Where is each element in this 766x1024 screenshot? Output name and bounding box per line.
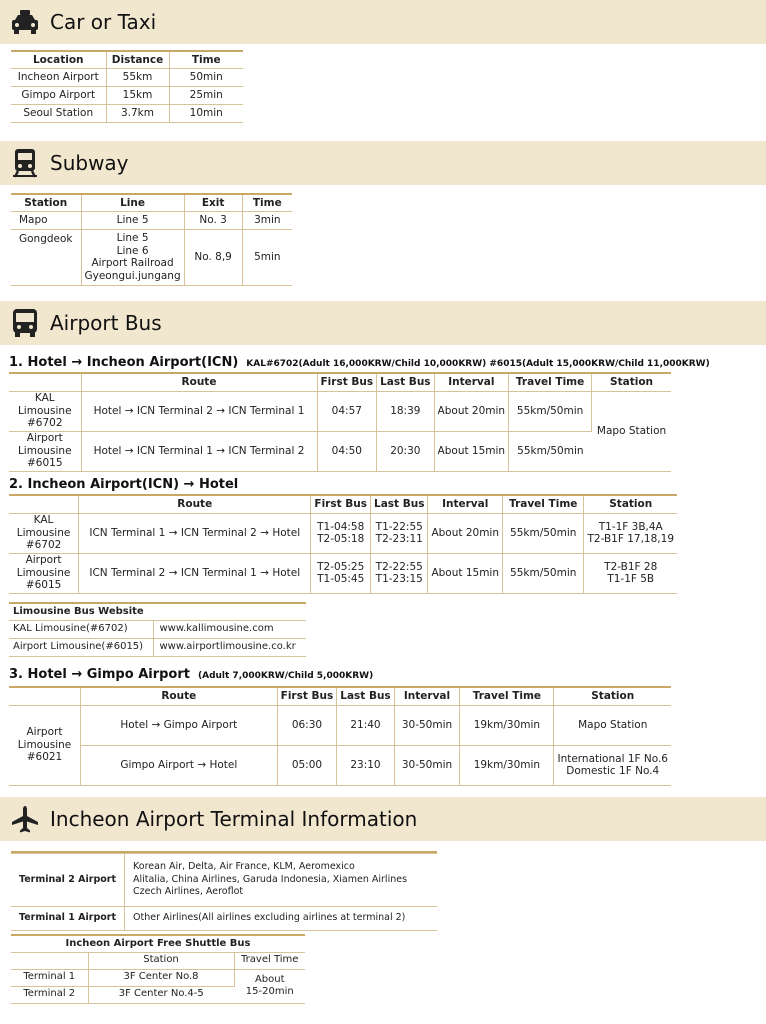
bus-last: 18:39 — [377, 391, 434, 431]
bus-sub3-title — [9, 667, 373, 682]
shuttle-station: 3F Center No.4-5 — [88, 986, 234, 1003]
bus-name: KAL Limousine #6702 — [9, 391, 81, 431]
website-link[interactable]: www.kallimousine.com — [153, 620, 306, 638]
bus-s2-table — [9, 494, 677, 594]
subway-line: Line 5 — [116, 232, 149, 244]
bus-interval: About 20min — [434, 391, 509, 431]
table-row — [9, 638, 306, 656]
subway-header-line: Line — [81, 194, 184, 211]
bus-first: T2-05:25 T1-05:45 — [311, 553, 371, 593]
subway-time: 5min — [242, 229, 292, 285]
website-title: Limousine Bus Website — [9, 603, 306, 620]
shuttle-station: 3F Center No.8 — [88, 969, 234, 986]
bus-header-interval: Interval — [428, 495, 503, 513]
bus-travel: 55km/50min — [503, 513, 584, 553]
bus-header-first: First Bus — [311, 495, 371, 513]
bus-route: ICN Terminal 1 → ICN Terminal 2 → Hotel — [79, 513, 311, 553]
bus-travel: 55km/50min — [503, 553, 584, 593]
table-row — [9, 391, 671, 431]
shuttle-header-station: Station — [88, 952, 234, 969]
subway-station: Gongdeok — [11, 229, 81, 285]
bus-name: KAL Limousine #6702 — [9, 513, 79, 553]
bus-station: T1-1F 3B,4A T2-B1F 17,18,19 — [584, 513, 677, 553]
bus-header-first: First Bus — [317, 373, 377, 391]
bus-interval: 30-50min — [394, 745, 460, 785]
subway-time: 3min — [242, 211, 292, 229]
subway-line: Airport Railroad — [91, 257, 174, 269]
terminal-2-label: Terminal 2 Airport — [11, 854, 125, 907]
bus-station: Mapo Station — [592, 391, 671, 471]
bus-sub1-title — [9, 355, 710, 370]
subway-header-station: Station — [11, 194, 81, 211]
bus-first: 06:30 — [277, 705, 337, 745]
bus-travel: 19km/30min — [460, 745, 554, 785]
bus-header-bus — [9, 687, 80, 705]
bus-header-travel: Travel Time — [509, 373, 592, 391]
car-header-time: Time — [169, 51, 243, 68]
table-row — [11, 907, 437, 931]
bus-header-bus — [9, 495, 79, 513]
bus-icon — [10, 308, 40, 338]
bus-sub2-title: 2. Incheon Airport(ICN) → Hotel — [9, 477, 239, 492]
bus-header-bus — [9, 373, 81, 391]
subway-line: Line 6 — [116, 244, 149, 257]
bus-station: Mapo Station — [554, 705, 671, 745]
shuttle-time: About 15-20min — [234, 969, 305, 1003]
bus-sub3-heading: 3. Hotel → Gimpo Airport — [9, 667, 190, 682]
bus-route: Hotel → ICN Terminal 2 → ICN Terminal 1 — [81, 391, 317, 431]
website-name: KAL Limousine(#6702) — [9, 620, 153, 638]
bus-header-interval: Interval — [394, 687, 460, 705]
car-cell: 15km — [106, 86, 169, 104]
bus-sub1-fare-note: KAL#6702(Adult 16,000KRW/Child 10,000KRW) #6015(Adult 15,000KRW/Child 11,000KRW) — [246, 359, 710, 369]
table-row — [11, 211, 292, 229]
table-row — [11, 68, 243, 86]
table-row — [9, 513, 677, 553]
bus-travel: 55km/50min — [509, 391, 592, 431]
car-cell: 25min — [169, 86, 243, 104]
bus-route: Gimpo Airport → Hotel — [80, 745, 277, 785]
bus-header-last: Last Bus — [337, 687, 394, 705]
taxi-icon — [10, 7, 40, 37]
table-row — [9, 553, 677, 593]
website-table — [9, 602, 306, 657]
shuttle-terminal: Terminal 2 — [11, 986, 88, 1003]
airplane-icon — [10, 804, 40, 834]
table-row — [9, 745, 671, 785]
terminal-section-title: Incheon Airport Terminal Information — [50, 807, 418, 831]
car-cell: 3.7km — [106, 104, 169, 122]
car-cell: Gimpo Airport — [11, 86, 106, 104]
subway-station: Mapo — [11, 211, 81, 229]
shuttle-terminal: Terminal 1 — [11, 969, 88, 986]
bus-last: 23:10 — [337, 745, 394, 785]
subway-exit: No. 8,9 — [184, 229, 242, 285]
terminal-1-airlines: Other Airlines(All airlines excluding airlines at terminal 2) — [125, 907, 437, 931]
car-header-distance: Distance — [106, 51, 169, 68]
car-header-location: Location — [11, 51, 106, 68]
bus-interval: About 20min — [428, 513, 503, 553]
subway-header-time: Time — [242, 194, 292, 211]
subway-exit: No. 3 — [184, 211, 242, 229]
bus-first: 05:00 — [277, 745, 337, 785]
website-name: Airport Limousine(#6015) — [9, 638, 153, 656]
bus-sub1-heading: 1. Hotel → Incheon Airport(ICN) — [9, 355, 239, 370]
bus-route: Hotel → ICN Terminal 1 → ICN Terminal 2 — [81, 431, 317, 471]
car-table — [11, 50, 243, 123]
terminal-section-header — [0, 797, 766, 841]
table-row — [11, 229, 292, 285]
terminal-1-label: Terminal 1 Airport — [11, 907, 125, 931]
shuttle-table — [11, 934, 305, 1004]
train-icon — [10, 148, 40, 178]
subway-section-title: Subway — [50, 151, 129, 175]
bus-section-title: Airport Bus — [50, 311, 162, 335]
bus-header-last: Last Bus — [371, 495, 428, 513]
website-link[interactable]: www.airportlimousine.co.kr — [153, 638, 306, 656]
bus-header-first: First Bus — [277, 687, 337, 705]
subway-line: Line 5 — [81, 211, 184, 229]
car-cell: Seoul Station — [11, 104, 106, 122]
bus-route: ICN Terminal 2 → ICN Terminal 1 → Hotel — [79, 553, 311, 593]
shuttle-blank — [11, 952, 88, 969]
bus-route: Hotel → Gimpo Airport — [80, 705, 277, 745]
subway-section-header — [0, 141, 766, 185]
table-row — [11, 969, 305, 986]
subway-table — [11, 193, 292, 286]
bus-first: T1-04:58 T2-05:18 — [311, 513, 371, 553]
table-row — [9, 620, 306, 638]
bus-last: T2-22:55 T1-23:15 — [371, 553, 428, 593]
shuttle-title: Incheon Airport Free Shuttle Bus — [11, 935, 305, 952]
table-row — [11, 104, 243, 122]
terminal-table — [11, 851, 437, 931]
bus-header-last: Last Bus — [377, 373, 434, 391]
table-row — [11, 854, 437, 907]
bus-travel: 55km/50min — [509, 431, 592, 471]
bus-sub3-fare-note: (Adult 7,000KRW/Child 5,000KRW) — [197, 671, 374, 681]
bus-section-header — [0, 301, 766, 345]
bus-interval: About 15min — [434, 431, 509, 471]
bus-first: 04:50 — [317, 431, 377, 471]
car-cell: 10min — [169, 104, 243, 122]
bus-s3-table — [9, 686, 671, 786]
terminal-2-airlines: Korean Air, Delta, Air France, KLM, Aeromexico Alitalia, China Airlines, Garuda Indonesia, Xiamen Airlines Czech Airlines, Aeroflot — [125, 854, 437, 907]
bus-interval: About 15min — [428, 553, 503, 593]
car-section-header — [0, 0, 766, 44]
bus-header-station: Station — [592, 373, 671, 391]
car-cell: 55km — [106, 68, 169, 86]
car-section-title: Car or Taxi — [50, 10, 157, 34]
bus-name: Airport Limousine #6021 — [9, 705, 80, 785]
bus-header-interval: Interval — [434, 373, 509, 391]
bus-interval: 30-50min — [394, 705, 460, 745]
bus-station: T2-B1F 28 T1-1F 5B — [584, 553, 677, 593]
bus-last: 20:30 — [377, 431, 434, 471]
bus-header-route: Route — [81, 373, 317, 391]
table-row — [9, 431, 671, 471]
subway-lines — [81, 229, 184, 285]
bus-header-route: Route — [79, 495, 311, 513]
table-row — [11, 86, 243, 104]
bus-s1-table — [9, 372, 671, 472]
bus-header-travel: Travel Time — [503, 495, 584, 513]
bus-header-travel: Travel Time — [460, 687, 554, 705]
table-row — [9, 705, 671, 745]
bus-name: Airport Limousine #6015 — [9, 431, 81, 471]
subway-line: Gyeongui.jungang — [84, 269, 181, 282]
car-cell: 50min — [169, 68, 243, 86]
subway-header-exit: Exit — [184, 194, 242, 211]
car-cell: Incheon Airport — [11, 68, 106, 86]
table-row — [11, 952, 305, 969]
bus-station: International 1F No.6 Domestic 1F No.4 — [554, 745, 671, 785]
bus-travel: 19km/30min — [460, 705, 554, 745]
shuttle-header-time: Travel Time — [234, 952, 305, 969]
bus-first: 04:57 — [317, 391, 377, 431]
bus-header-station: Station — [554, 687, 671, 705]
bus-name: Airport Limousine #6015 — [9, 553, 79, 593]
bus-header-station: Station — [584, 495, 677, 513]
bus-last: 21:40 — [337, 705, 394, 745]
bus-last: T1-22:55 T2-23:11 — [371, 513, 428, 553]
bus-header-route: Route — [80, 687, 277, 705]
